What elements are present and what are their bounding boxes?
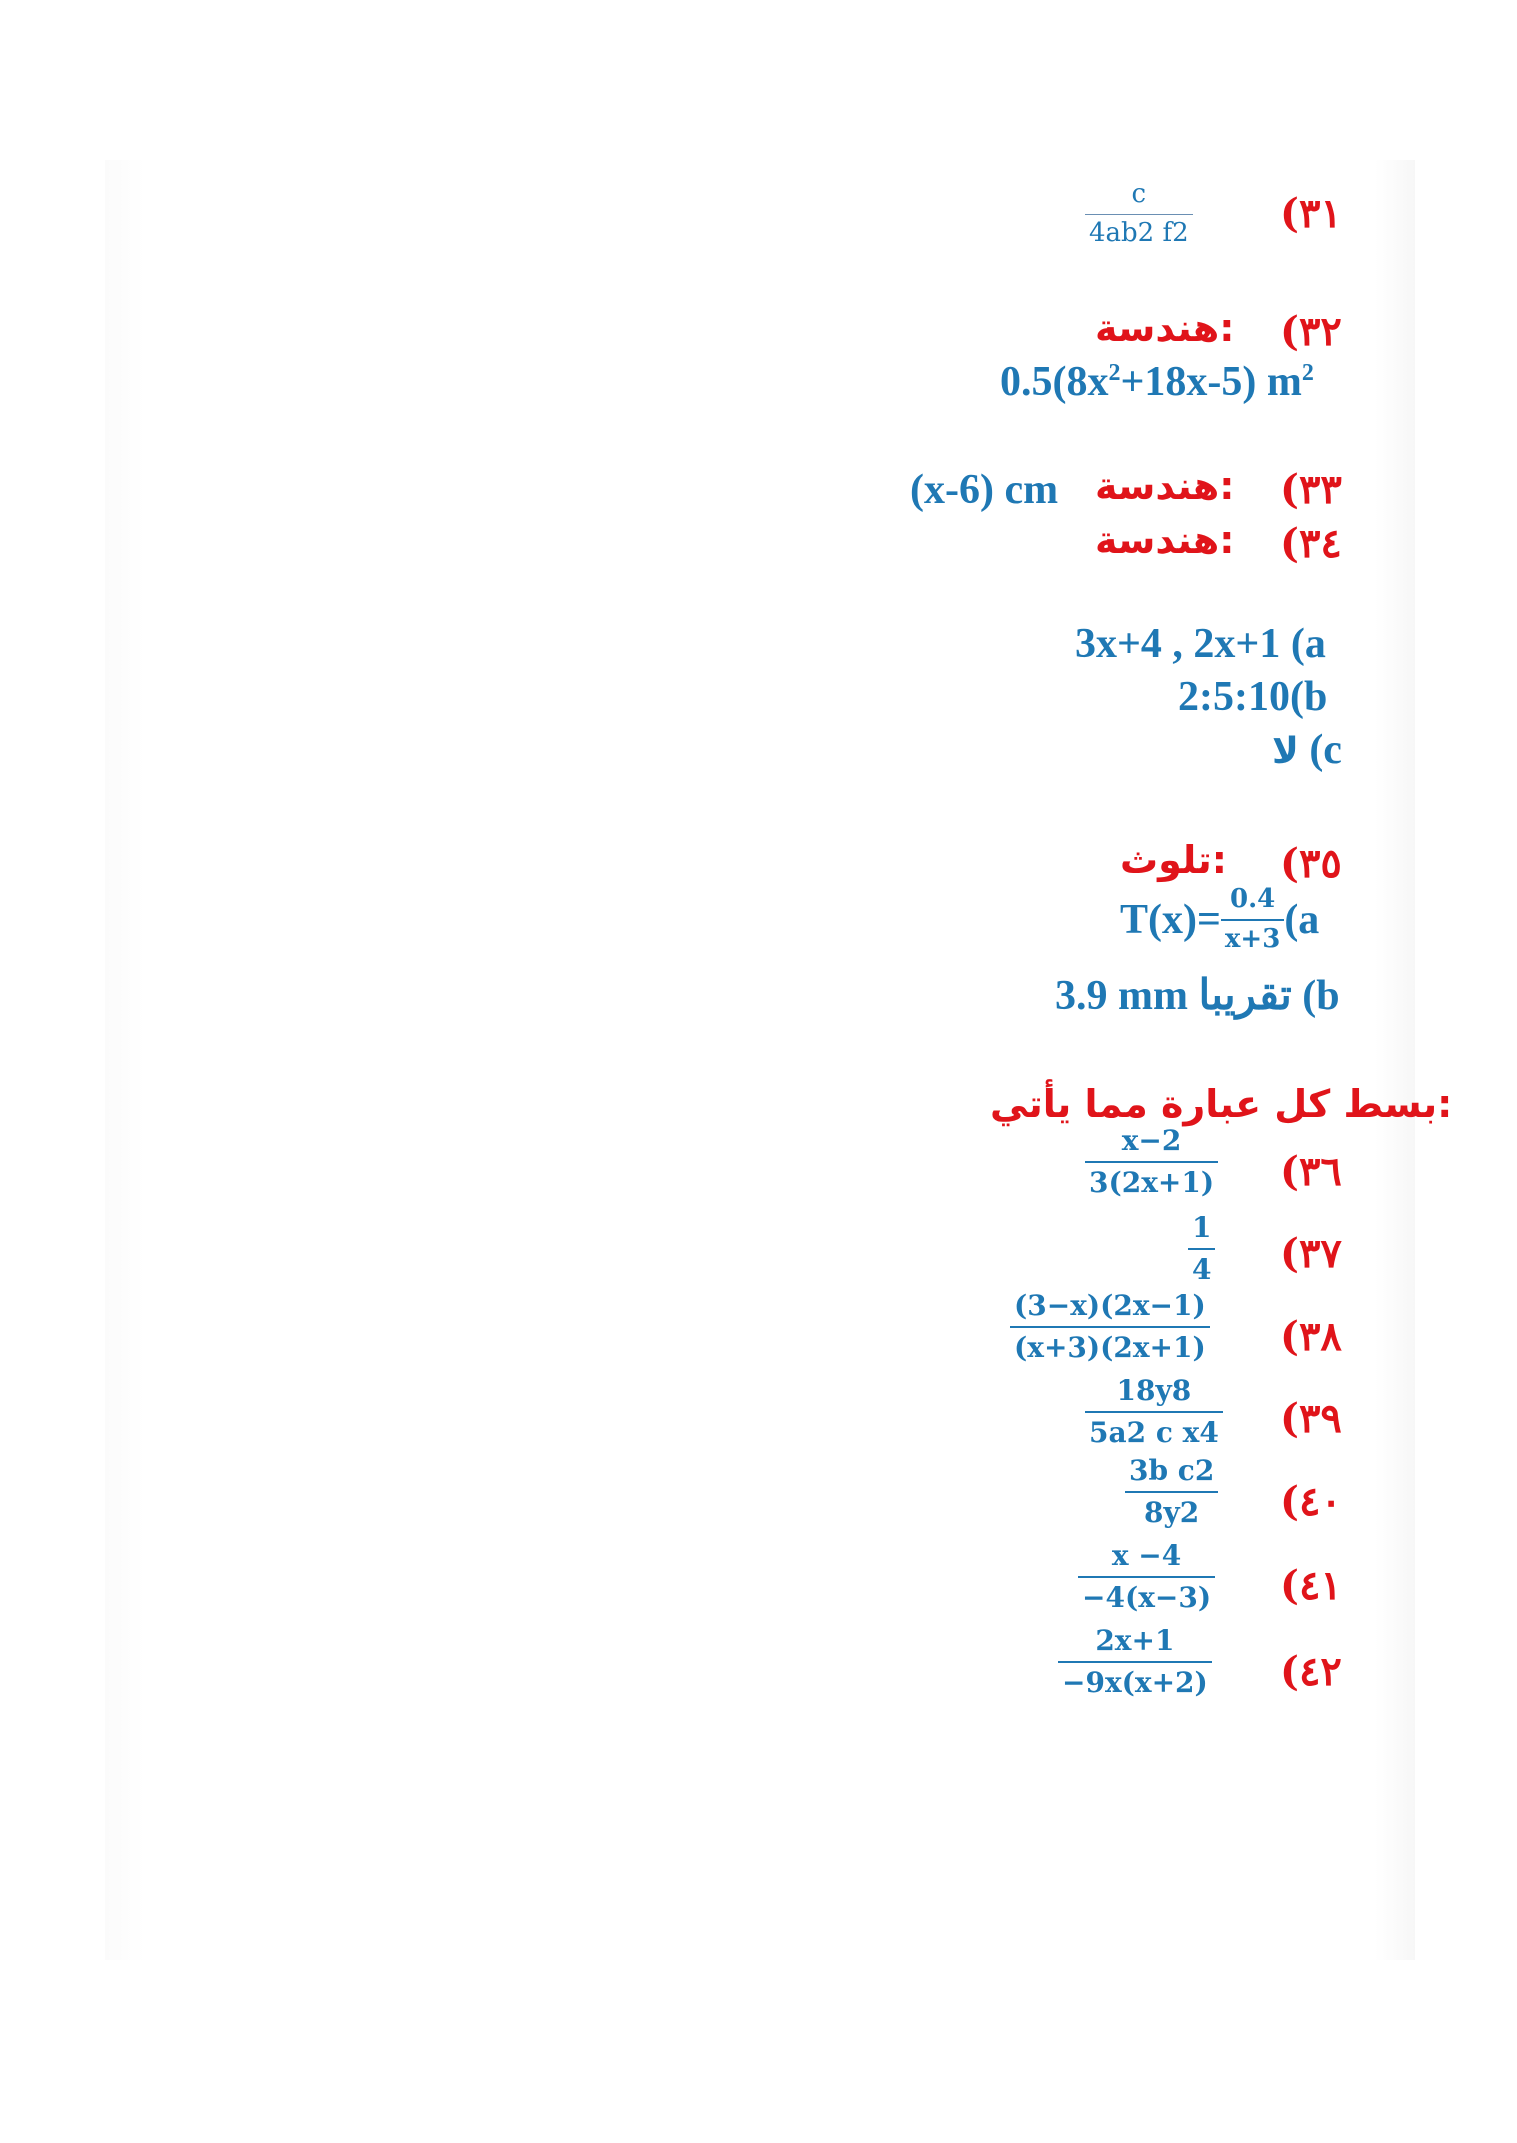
fraction-numerator: 18y8 bbox=[1116, 1374, 1192, 1407]
question-34-part-b bbox=[1178, 673, 1327, 721]
question-35-fraction bbox=[1221, 885, 1284, 955]
question-42-number: (٤٢ bbox=[1280, 1648, 1342, 1695]
question-41-fraction bbox=[1078, 1540, 1215, 1614]
question-33-label: هندسة: bbox=[1095, 464, 1235, 508]
fraction-denominator: 5a2 c x4 bbox=[1089, 1416, 1219, 1450]
question-42-fraction bbox=[1058, 1625, 1212, 1699]
question-37-number: (٣٧ bbox=[1280, 1230, 1342, 1277]
question-36-fraction bbox=[1085, 1125, 1218, 1199]
question-34-part-a bbox=[1075, 620, 1326, 668]
fraction-denominator: −9x(x+2) bbox=[1062, 1666, 1208, 1700]
part-answer: 3x+4 , 2x+1 bbox=[1075, 621, 1281, 667]
page-background bbox=[105, 160, 1415, 1960]
fraction-bar bbox=[1058, 1661, 1212, 1663]
fraction-denominator: 4 bbox=[1192, 1253, 1212, 1287]
question-37-fraction bbox=[1188, 1212, 1215, 1286]
fraction-denominator: 8y2 bbox=[1144, 1496, 1200, 1530]
part-letter: (a bbox=[1284, 896, 1320, 943]
question-39-fraction bbox=[1085, 1375, 1223, 1449]
fraction-numerator: 1 bbox=[1192, 1211, 1212, 1244]
fraction-bar bbox=[1085, 1161, 1218, 1163]
question-34-number: (٣٤ bbox=[1280, 520, 1342, 567]
fraction-denominator: 3(2x+1) bbox=[1089, 1166, 1215, 1200]
question-39-number: (٣٩ bbox=[1280, 1395, 1342, 1442]
simplify-heading: بسط كل عبارة مما يأتي: bbox=[990, 1082, 1453, 1126]
fraction-denominator: 4ab2 f2 bbox=[1089, 217, 1189, 248]
fraction-denominator: x+3 bbox=[1224, 923, 1281, 954]
part-answer: 2:5:10 bbox=[1178, 674, 1290, 720]
fraction-bar bbox=[1085, 1411, 1223, 1413]
question-31-answer-fraction bbox=[1085, 180, 1193, 249]
exponent: 2 bbox=[1108, 360, 1121, 386]
question-36-number: (٣٦ bbox=[1280, 1148, 1342, 1195]
question-32-number: (٣٢ bbox=[1280, 308, 1342, 355]
fraction-bar bbox=[1125, 1491, 1218, 1493]
question-40-fraction bbox=[1125, 1455, 1218, 1529]
part-answer: 3.9 mm تقريبا bbox=[1055, 973, 1292, 1019]
question-38-fraction bbox=[1010, 1290, 1210, 1364]
answer-text: +18x-5) m bbox=[1120, 359, 1302, 405]
fraction-numerator: c bbox=[1131, 179, 1147, 209]
fraction-numerator: x −4 bbox=[1111, 1539, 1182, 1572]
fraction-bar bbox=[1085, 214, 1193, 215]
fraction-bar bbox=[1188, 1248, 1215, 1250]
question-35-number: (٣٥ bbox=[1280, 840, 1342, 887]
question-35-part-b bbox=[1055, 970, 1340, 1020]
answer-text: 0.5(8x bbox=[1000, 359, 1109, 405]
question-34-label: هندسة: bbox=[1095, 518, 1235, 562]
question-33-answer: (x-6) cm bbox=[910, 467, 1059, 513]
question-38-number: (٣٨ bbox=[1280, 1313, 1342, 1360]
question-32-answer bbox=[1000, 358, 1314, 406]
fraction-bar bbox=[1078, 1576, 1215, 1578]
fraction-numerator: 3b c2 bbox=[1129, 1454, 1215, 1487]
question-31-number: (٣١ bbox=[1280, 190, 1342, 237]
exponent: 2 bbox=[1301, 360, 1314, 386]
fraction-denominator: −4(x−3) bbox=[1082, 1581, 1212, 1615]
part-letter: (a bbox=[1290, 621, 1326, 667]
part-letter: (c bbox=[1309, 727, 1342, 773]
question-41-number: (٤١ bbox=[1280, 1562, 1342, 1609]
part-letter: (b bbox=[1302, 973, 1340, 1019]
function-prefix: T(x)= bbox=[1120, 896, 1221, 943]
part-answer: لا bbox=[1272, 731, 1299, 772]
question-35-label: تلوث: bbox=[1120, 838, 1227, 882]
question-34-part-c bbox=[1272, 726, 1342, 774]
question-33-number: (٣٣ bbox=[1280, 466, 1342, 513]
fraction-bar bbox=[1010, 1326, 1210, 1328]
question-35-part-a bbox=[1120, 885, 1319, 955]
fraction-numerator: x−2 bbox=[1121, 1124, 1182, 1157]
fraction-denominator: (x+3)(2x+1) bbox=[1014, 1331, 1206, 1365]
fraction-numerator: 2x+1 bbox=[1095, 1624, 1175, 1657]
question-40-number: (٤٠ bbox=[1280, 1478, 1342, 1525]
part-letter: (b bbox=[1289, 674, 1328, 720]
question-32-label: هندسة: bbox=[1095, 306, 1235, 350]
fraction-numerator: (3−x)(2x−1) bbox=[1014, 1289, 1206, 1322]
fraction-numerator: 0.4 bbox=[1230, 884, 1276, 914]
fraction-bar bbox=[1221, 919, 1284, 921]
